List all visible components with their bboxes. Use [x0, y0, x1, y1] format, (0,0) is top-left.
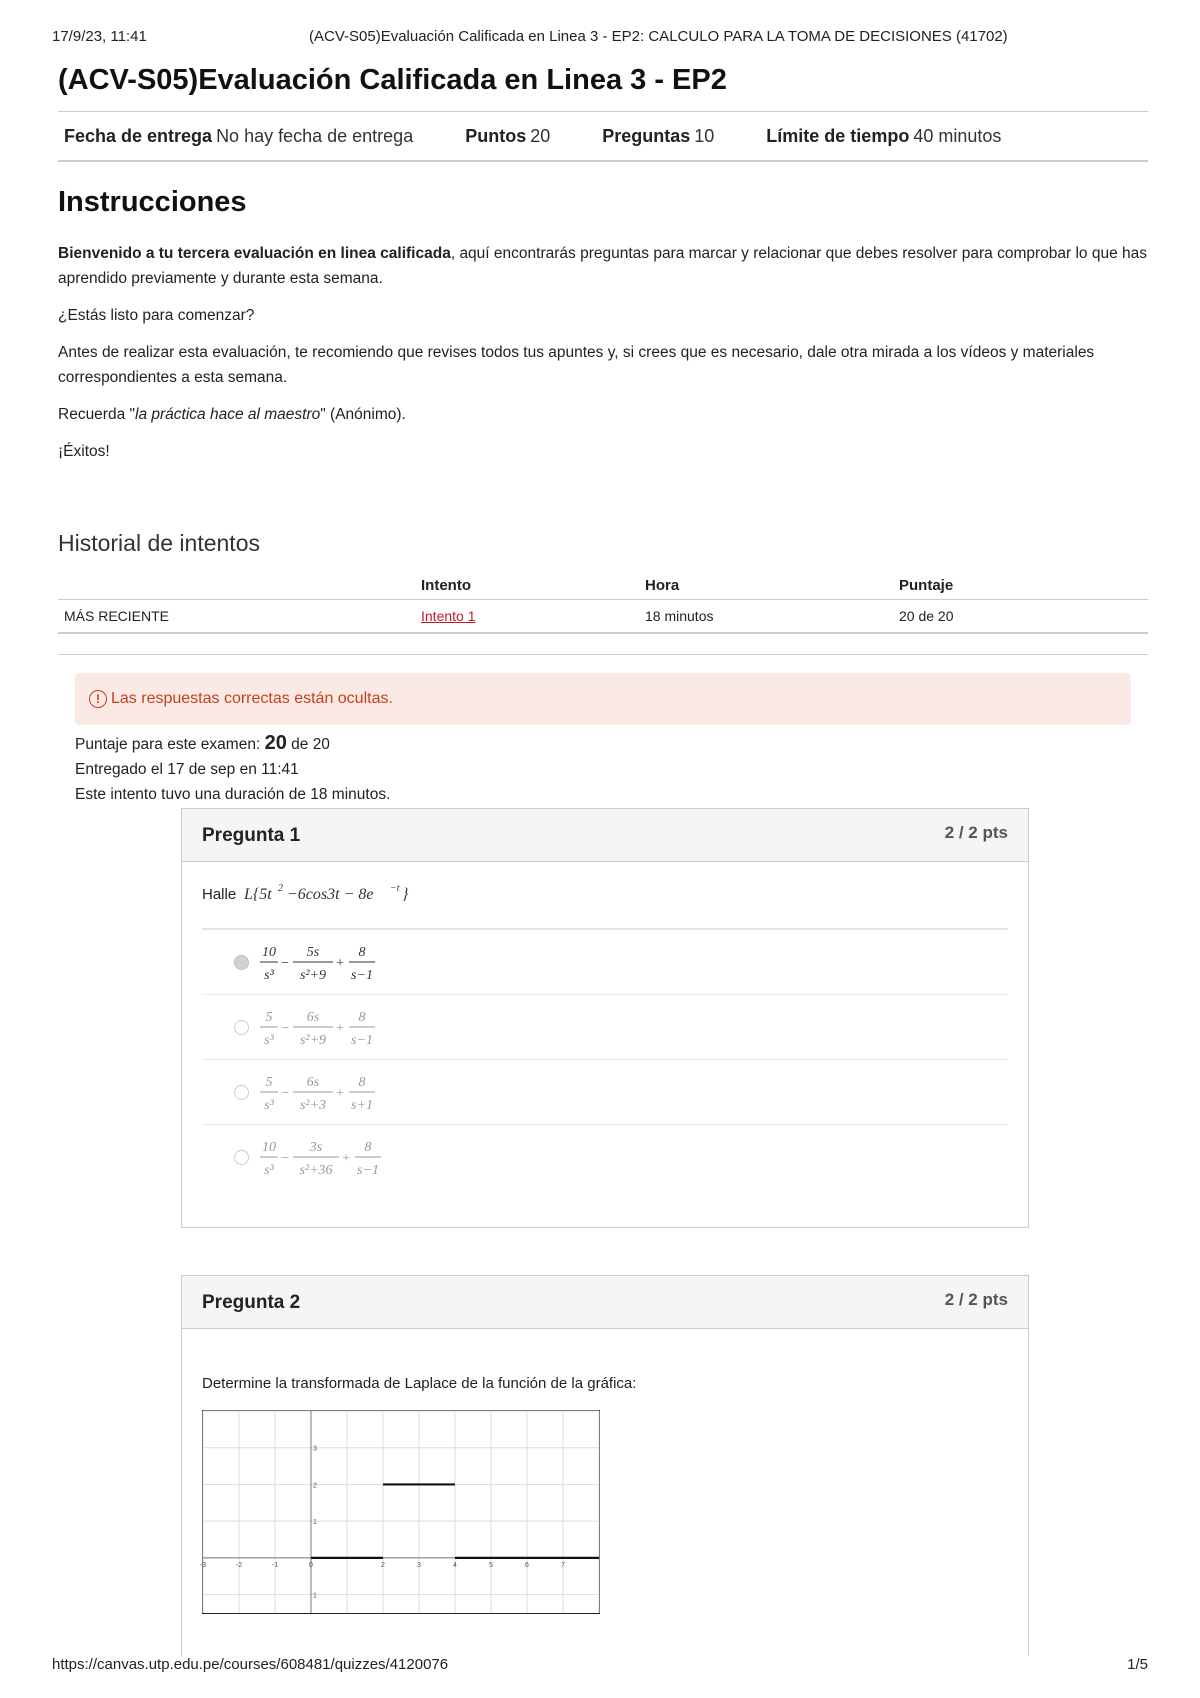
operator: +: [335, 1086, 345, 1101]
question-points: 2 / 2 pts: [944, 1290, 1008, 1309]
denominator: s³: [264, 1098, 274, 1113]
question-header: [182, 809, 1028, 862]
main-content: [58, 60, 1148, 807]
x-tick-label: 6: [525, 1561, 529, 1569]
question-prompt: Determine la transformada de Laplace de la función de la gráfica:: [202, 1375, 637, 1392]
denominator: s³: [264, 1033, 274, 1048]
answer-formula: [259, 1068, 409, 1116]
table-row: [58, 600, 1148, 634]
operator: −: [280, 1151, 290, 1166]
attempt-link[interactable]: Intento 1: [421, 608, 476, 624]
submitted-at: Entregado el 17 de sep en 11:41: [75, 761, 299, 778]
answer-formula: [259, 1003, 409, 1051]
denominator: s−1: [351, 968, 373, 983]
hidden-answers-alert: [75, 673, 1131, 725]
attempt-history-table: [58, 571, 1148, 634]
column-header: [58, 571, 415, 600]
radio-button[interactable]: [234, 955, 249, 970]
x-tick-label: 5: [489, 1561, 493, 1569]
table-header-row: [58, 571, 1148, 600]
attempt-cell: [415, 600, 639, 634]
answer-option[interactable]: [202, 995, 1008, 1060]
numerator: 6s: [306, 1010, 320, 1025]
x-tick-label: -3: [199, 1561, 207, 1569]
instructions-body: [58, 241, 1148, 464]
y-tick-label: 1: [313, 1592, 317, 1600]
answer-option[interactable]: [202, 930, 1008, 995]
exam-score: Puntaje para este examen: 20 de 20: [75, 732, 330, 754]
formula: [240, 882, 410, 906]
attempt-summary: [75, 731, 1148, 807]
question-body: [182, 1329, 1028, 1634]
svg-text:}: }: [402, 886, 409, 903]
answer-option[interactable]: [202, 1060, 1008, 1125]
x-tick-label: -1: [271, 1561, 279, 1569]
radio-button[interactable]: [234, 1020, 249, 1035]
numerator: 8: [358, 1075, 366, 1090]
numerator: 6s: [306, 1075, 320, 1090]
denominator: s−1: [357, 1163, 379, 1178]
denominator: s³: [264, 1163, 274, 1178]
meta-due-date: Fecha de entrega No hay fecha de entrega: [64, 125, 414, 146]
operator: −: [280, 956, 290, 971]
y-tick-label: 1: [313, 1519, 317, 1527]
quiz-title: (ACV-S05)Evaluación Calificada en Linea 3 - EP2: [58, 64, 727, 96]
question-1: [181, 808, 1029, 1228]
denominator: s²+3: [299, 1098, 327, 1113]
operator: +: [341, 1151, 351, 1166]
answer-list: [202, 928, 1008, 1189]
numerator: 8: [364, 1140, 372, 1155]
denominator: s²+36: [299, 1163, 333, 1178]
column-header: Puntaje: [893, 571, 1148, 600]
question-2: [181, 1275, 1029, 1656]
instructions-paragraph: Bienvenido a tu tercera evaluación en linea calificada, aquí encontrarás preguntas para marcar y relacionar que debes resolver para comprobar lo que has aprendido previamente y durante esta semana.: [58, 245, 1147, 287]
meta-questions: Preguntas 10: [602, 125, 715, 146]
operator: −: [280, 1086, 290, 1101]
warning-circle-icon: !: [89, 690, 107, 708]
denominator: s²+9: [299, 1033, 327, 1048]
svg-text:−t: −t: [390, 883, 400, 894]
question-header: [182, 1276, 1028, 1329]
instructions-paragraph: Recuerda "la práctica hace al maestro" (Anónimo).: [58, 406, 406, 423]
denominator: s−1: [351, 1033, 373, 1048]
question-title: Pregunta 1: [202, 825, 301, 846]
denominator: s²+9: [299, 968, 327, 983]
x-tick-label: 2: [381, 1561, 385, 1569]
svg-text:2: 2: [278, 883, 284, 894]
svg-text:−6cos3t − 8e: −6cos3t − 8e: [287, 886, 374, 903]
divider: [58, 654, 1148, 655]
x-tick-label: 3: [417, 1561, 421, 1569]
meta-time-limit: Límite de tiempo 40 minutos: [766, 125, 1002, 146]
x-tick-label: -2: [235, 1561, 243, 1569]
denominator: s³: [264, 968, 274, 983]
instructions-paragraph: ¿Estás listo para comenzar?: [58, 307, 255, 324]
answer-option[interactable]: [202, 1125, 1008, 1189]
numerator: 5: [265, 1075, 273, 1090]
x-tick-label: 7: [561, 1561, 565, 1569]
denominator: s+1: [351, 1098, 373, 1113]
column-header: Intento: [415, 571, 639, 600]
numerator: 8: [358, 1010, 366, 1025]
y-tick-label: 2: [313, 1482, 317, 1490]
operator: +: [335, 956, 345, 971]
radio-button[interactable]: [234, 1150, 249, 1165]
print-datetime: 17/9/23, 11:41: [52, 28, 147, 45]
history-heading: Historial de intentos: [58, 530, 260, 556]
numerator: 8: [358, 945, 366, 960]
operator: +: [335, 1021, 345, 1036]
numerator: 5s: [306, 945, 320, 960]
instructions-paragraph: ¡Éxitos!: [58, 443, 110, 460]
question-body: [182, 862, 1028, 1209]
x-tick-label: 0: [309, 1561, 313, 1569]
instructions-paragraph: Antes de realizar esta evaluación, te recomiendo que revises todos tus apuntes y, si crees que es necesario, dale otra mirada a los vídeos y materiales correspondientes a esta semana.: [58, 344, 1095, 386]
numerator: 10: [262, 945, 276, 960]
operator: −: [280, 1021, 290, 1036]
function-graph: [199, 1410, 600, 1614]
numerator: 5: [265, 1010, 273, 1025]
numerator: 10: [262, 1140, 276, 1155]
attempt-score: 20 de 20: [893, 600, 1148, 634]
question-title: Pregunta 2: [202, 1292, 301, 1313]
radio-button[interactable]: [234, 1085, 249, 1100]
answer-formula: [259, 1133, 409, 1181]
meta-points: Puntos 20: [465, 125, 551, 146]
alert-text: Las respuestas correctas están ocultas.: [111, 690, 393, 707]
question-points: 2 / 2 pts: [944, 823, 1008, 842]
attempt-label: MÁS RECIENTE: [58, 600, 415, 634]
print-url: https://canvas.utp.edu.pe/courses/608481/quizzes/4120076: [52, 1656, 449, 1673]
print-doc-title: (ACV-S05)Evaluación Calificada en Linea 3 - EP2: CALCULO PARA LA TOMA DE DECISIONES (41702): [309, 28, 1008, 45]
instructions-heading: Instrucciones: [58, 186, 247, 218]
page-number: 1/5: [1127, 1656, 1148, 1673]
attempt-duration: Este intento tuvo una duración de 18 minutos.: [75, 786, 391, 803]
question-prompt: Halle L{5t 2 −6cos3t − 8e −t }: [202, 882, 1008, 906]
answer-formula: [259, 938, 409, 986]
quiz-meta-bar: [58, 111, 1148, 162]
numerator: 3s: [309, 1140, 323, 1155]
y-tick-label: 3: [313, 1445, 317, 1453]
attempt-time: 18 minutos: [639, 600, 893, 634]
column-header: Hora: [639, 571, 893, 600]
graph-svg: [199, 1411, 599, 1613]
svg-text:L{5t: L{5t: [244, 886, 273, 903]
x-tick-label: 4: [453, 1561, 457, 1569]
